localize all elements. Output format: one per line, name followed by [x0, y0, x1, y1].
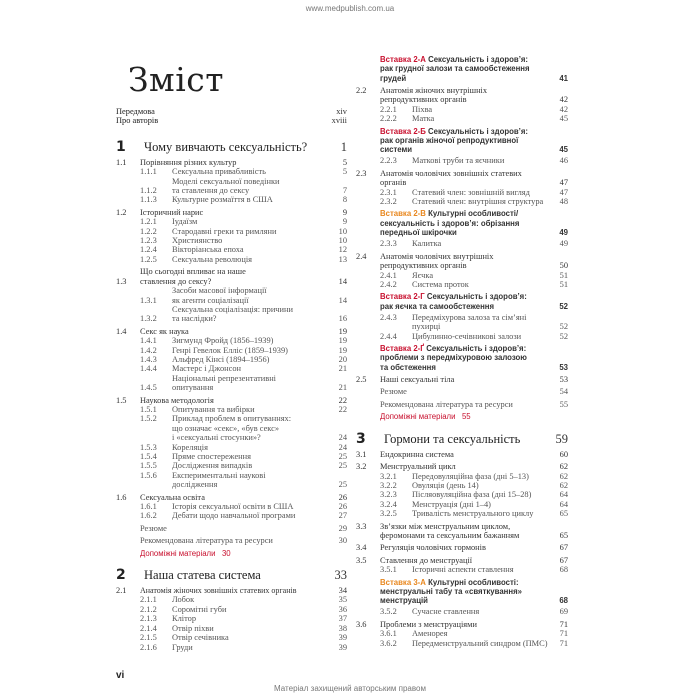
toc-subsection[interactable]: 1.1.1 Сексуальна привабливість 5	[140, 167, 347, 177]
toc-subsection[interactable]: 1.1.3 Культурне розмаїття в США 8	[140, 195, 347, 205]
toc-chapter-3[interactable]: 3 Гормони та сексуальність 59	[356, 430, 568, 447]
toc-subsection[interactable]: 1.5.4 Пряме спостереження 25	[140, 452, 347, 461]
toc-entry-supplementary-materials[interactable]: Допоміжні матеріали 30	[140, 548, 231, 558]
toc-subsection[interactable]: 2.1.5 Отвір сечівника 39	[140, 633, 347, 643]
toc-subsection[interactable]: 2.1.3 Клітор 37	[140, 614, 347, 624]
toc-section[interactable]: 1.5 Наукова методологія 22	[116, 395, 347, 405]
toc-section[interactable]: 3.3 Зв’язки між менструальним циклом, феромонами та сексуальним бажанням 65	[356, 521, 568, 540]
toc-subsection[interactable]: 2.2.2 Матка 45	[380, 114, 568, 124]
toc-subsection[interactable]: 1.6.1 Історія сексуальної освіти в США 26	[140, 502, 347, 512]
toc-box-3a[interactable]: Вставка 3-А Культурні особливості: менструальні табу та «святкування» менструацій 68	[380, 577, 568, 606]
toc-subsection[interactable]: 1.2.5 Сексуальна революція 13	[140, 254, 347, 264]
toc-section[interactable]: 1.4 Секс як наука 19	[116, 326, 347, 336]
page-title: Зміст	[128, 60, 225, 99]
toc-subsection[interactable]: 1.2.1 Іудаїзм 9	[140, 217, 347, 227]
toc-section[interactable]: 2.3 Анатомія чоловічих зовнішніх статевих органів 47	[356, 168, 568, 188]
toc-section[interactable]: 3.2 Менструальний цикл 62	[356, 462, 568, 472]
toc-subsection[interactable]: 1.2.2 Стародавні греки та римляни 10	[140, 226, 347, 236]
copyright-notice: Матеріал захищений авторським правом	[274, 684, 426, 693]
toc-subsection[interactable]: 2.2.1 Піхва 42	[380, 104, 568, 114]
toc-section[interactable]: 3.5 Ставлення до менструації 67	[356, 555, 568, 565]
toc-right-column	[356, 55, 568, 648]
toc-subsection[interactable]: 1.2.4 Вікторіанська епоха 12	[140, 245, 347, 255]
toc-subsection[interactable]: 1.3.1 Засоби масової інформації як агенти соціалізації 14	[140, 286, 347, 305]
toc-subsection[interactable]: 1.2.3 Християнство 10	[140, 236, 347, 246]
toc-section[interactable]: 1.1 Порівняння різних культур 5	[116, 157, 347, 167]
toc-subsection[interactable]: 1.5.6 Експериментальні наукові дослідження 25	[140, 470, 347, 490]
toc-subsection[interactable]: 2.2.3 Маткові труби та яєчники 46	[380, 156, 568, 166]
toc-subsection[interactable]: 2.1.4 Отвір піхви 38	[140, 623, 347, 633]
toc-subsection[interactable]: 1.6.2 Дебати щодо навчальної програми 27	[140, 511, 347, 521]
toc-subsection[interactable]: 3.2.5 Тривалість менструального циклу 65	[380, 509, 568, 519]
toc-subsection[interactable]: 1.4.1 Зигмунд Фройд (1856–1939) 19	[140, 336, 347, 346]
toc-box-2v[interactable]: Вставка 2-В Культурні особливості/ сексуальність і здоров’я: обрізання передньої шкірочки 49	[380, 209, 568, 238]
toc-section[interactable]: 1.3 Що сьогодні впливає на наше ставлення до сексу? 14	[116, 267, 347, 286]
toc-subsection[interactable]: 2.4.2 Система проток 51	[380, 279, 568, 289]
toc-section[interactable]: 1.6 Сексуальна освіта 26	[116, 492, 347, 502]
toc-subsection[interactable]: 1.4.5 Національні репрезентативні опитування 21	[140, 373, 347, 393]
toc-box-2g2[interactable]: Вставка 2-Ґ Сексуальність і здоров’я: проблеми з передміхуровою залозою та обстеження 53	[380, 344, 568, 372]
toc-entry-authors[interactable]: Про авторів xviii	[116, 116, 347, 126]
toc-subsection[interactable]: 2.1.2 Соромітні губи 36	[140, 604, 347, 614]
toc-subsection[interactable]: 1.5.3 Кореляція 24	[140, 442, 347, 452]
toc-subsection[interactable]: 2.1.6 Груди 39	[140, 642, 347, 652]
toc-box-2a[interactable]: Вставка 2-А Сексуальність і здоров’я: рак грудної залози та самообстеження грудей 41	[380, 55, 568, 83]
toc-section[interactable]: 3.6 Проблеми з менструаціями 71	[356, 619, 568, 629]
toc-subsection[interactable]: 1.4.3 Альфред Кінсі (1894–1956) 20	[140, 354, 347, 364]
toc-subsection[interactable]: 2.4.3 Передміхурова залоза та сім’яні пухирці 52	[380, 312, 568, 332]
toc-subsection[interactable]: 2.1.1 Лобок 35	[140, 595, 347, 605]
toc-section[interactable]: 2.1 Анатомія жіночих зовнішніх статевих органів 34	[116, 586, 347, 596]
toc-section[interactable]: 3.4 Регуляція чоловічих гормонів 67	[356, 543, 568, 553]
toc-subsection[interactable]: 3.2.4 Менструація (дні 1–4) 64	[380, 499, 568, 509]
toc-subsection[interactable]: 1.3.2 Сексуальна соціалізація: причини та наслідки? 16	[140, 304, 347, 324]
toc-subsection[interactable]: 3.6.2 Передменструальний синдром (ПМС) 71	[380, 638, 568, 648]
toc-entry-recommended-literature[interactable]: Рекомендована література та ресурси 30	[140, 536, 347, 546]
toc-subsection[interactable]: 1.5.2 Приклад проблем в опитуваннях: що означає «секс», «був секс» і «сексуальні стосунки»? 24	[140, 414, 347, 443]
toc-left-column	[116, 107, 347, 652]
toc-entry-supplementary-materials[interactable]: Допоміжні матеріали 55	[380, 412, 471, 422]
toc-subsection[interactable]: 3.2.2 Овуляція (день 14) 62	[380, 480, 568, 490]
toc-subsection[interactable]: 2.3.1 Статевий член: зовнішній вигляд 47	[380, 187, 568, 197]
site-url: www.medpublish.com.ua	[305, 4, 395, 13]
toc-subsection[interactable]: 2.4.1 Яєчка 51	[380, 270, 568, 280]
toc-subsection[interactable]: 1.5.5 Дослідження випадків 25	[140, 461, 347, 471]
toc-subsection[interactable]: 3.5.1 Історичні аспекти ставлення 68	[380, 565, 568, 575]
toc-entry-preface[interactable]: Передмова xiv	[116, 107, 347, 116]
toc-subsection[interactable]: 2.3.2 Статевий член: внутрішня структура 48	[380, 197, 568, 207]
toc-subsection[interactable]: 1.5.1 Опитування та вибірки 22	[140, 404, 347, 414]
toc-section[interactable]: 1.2 Історичний нарис 9	[116, 207, 347, 217]
toc-box-2b[interactable]: Вставка 2-Б Сексуальність і здоров’я: рак органів жіночої репродуктивної системи 45	[380, 126, 568, 155]
toc-subsection[interactable]: 2.4.4 Цибулинно-сечівникові залози 52	[380, 331, 568, 341]
toc-section[interactable]: 3.1 Ендокринна система 60	[356, 449, 568, 459]
toc-section[interactable]: 2.5 Наші сексуальні тіла 53	[356, 375, 568, 385]
toc-chapter-2[interactable]: 2 Наша статева система 33	[116, 567, 347, 584]
toc-entry-summary[interactable]: Резюме 29	[140, 523, 347, 533]
toc-entry-summary[interactable]: Резюме 54	[380, 387, 568, 397]
toc-subsection[interactable]: 3.2.3 Післяовуляційна фаза (дні 15–28) 64	[380, 490, 568, 500]
toc-section[interactable]: 2.2 Анатомія жіночих внутрішніх репродуктивних органів 42	[356, 85, 568, 105]
toc-subsection[interactable]: 3.6.1 Аменорея 71	[380, 629, 568, 639]
toc-subsection[interactable]: 3.5.2 Сучасне ставлення 69	[380, 607, 568, 617]
page-number: vi	[116, 670, 125, 681]
toc-box-2g[interactable]: Вставка 2-Г Сексуальність і здоров’я: рак яєчка та самообстеження 52	[380, 292, 568, 311]
toc-subsection[interactable]: 2.3.3 Калитка 49	[380, 239, 568, 249]
toc-subsection[interactable]: 3.2.1 Передовуляційна фаза (дні 5–13) 62	[380, 471, 568, 481]
toc-subsection[interactable]: 1.4.2 Генрі Гевелок Елліс (1859–1939) 19	[140, 345, 347, 355]
toc-subsection[interactable]: 1.1.2 Моделі сексуальної поведінки та ставлення до сексу 7	[140, 176, 347, 196]
toc-subsection[interactable]: 1.4.4 Мастерс і Джонсон 21	[140, 364, 347, 374]
toc-entry-recommended-literature[interactable]: Рекомендована література та ресурси 55	[380, 399, 568, 409]
toc-chapter-1[interactable]: 1 Чому вивчають сексуальність? 1	[116, 138, 347, 155]
toc-section[interactable]: 2.4 Анатомія чоловічих внутрішніх репродуктивних органів 50	[356, 251, 568, 271]
